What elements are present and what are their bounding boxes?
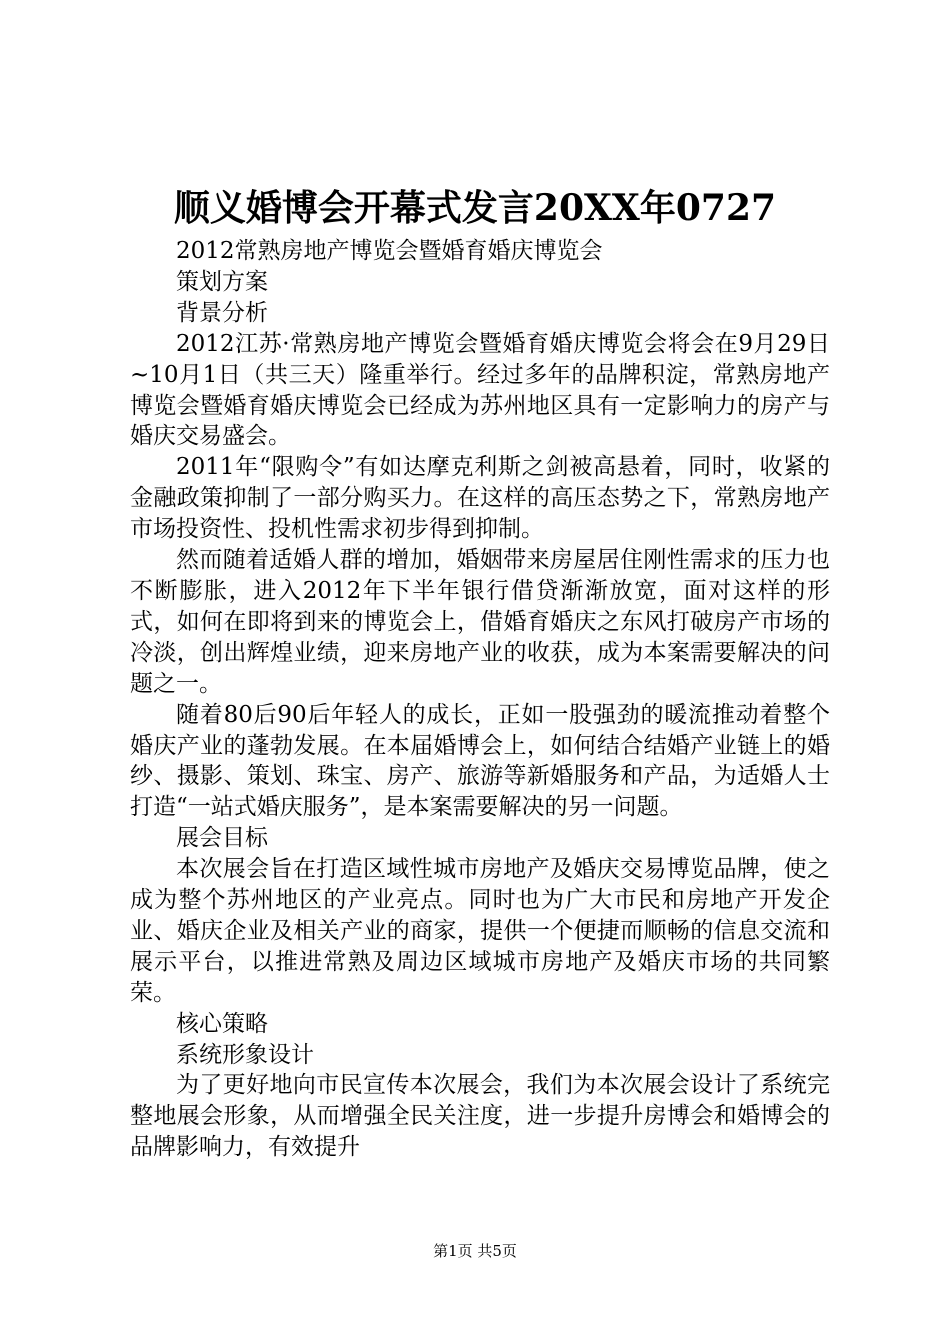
document-body <box>130 236 830 1163</box>
paragraph-plan-label: 策划方案 <box>176 268 268 295</box>
heading-exhibition-goal: 展会目标 <box>176 825 268 852</box>
paragraph-system-image-design: 为了更好地向市民宣传本次展会，我们为本次展会设计了系统完整地展会形象，从而增强全民关注度，进一步提升房博会和婚博会的品牌影响力，有效提升 <box>130 1072 830 1161</box>
heading-core-strategy: 核心策略 <box>176 1010 268 1037</box>
paragraph-exhibition-goal: 本次展会旨在打造区域性城市房地产及婚庆交易博览品牌，使之成为整个苏州地区的产业亮点。同时也为广大市民和房地产开发企业、婚庆企业及相关产业的商家，提供一个便捷而顺畅的信息交流和展示平台，以推进常熟及周边区域城市房地产及婚庆市场的共同繁荣。 <box>130 856 830 1006</box>
document-title: 顺义婚博会开幕式发言20XX年0727 <box>173 187 777 229</box>
paragraph-background-3: 然而随着适婚人群的增加，婚姻带来房屋居住刚性需求的压力也不断膨胀，进入2012年下半年银行借贷渐渐放宽，面对这样的形式，如何在即将到来的博览会上，借婚育婚庆之东风打破房产市场的冷淡，创出辉煌业绩，迎来房地产业的收获，成为本案需要解决的问题之一。 <box>130 547 830 697</box>
heading-system-image-design: 系统形象设计 <box>176 1041 314 1068</box>
paragraph-expo-name: 2012常熟房地产博览会暨婚育婚庆博览会 <box>176 238 603 264</box>
heading-background-analysis: 背景分析 <box>176 299 268 326</box>
paragraph-background-1: 2012江苏·常熟房地产博览会暨婚育婚庆博览会将会在9月29日~10月1日（共三天）隆重举行。经过多年的品牌积淀，常熟房地产博览会暨婚育婚庆博览会已经成为苏州地区具有一定影响力的房产与婚庆交易盛会。 <box>130 330 830 450</box>
paragraph-background-4: 随着80后90后年轻人的成长，正如一股强劲的暖流推动着整个婚庆产业的蓬勃发展。在本届婚博会上，如何结合结婚产业链上的婚纱、摄影、策划、珠宝、房产、旅游等新婚服务和产品，为适婚人士打造“一站式婚庆服务”，是本案需要解决的另一问题。 <box>130 701 830 821</box>
paragraph-background-2: 2011年“限购令”有如达摩克利斯之剑被高悬着，同时，收紧的金融政策抑制了一部分购买力。在这样的高压态势之下，常熟房地产市场投资性、投机性需求初步得到抑制。 <box>130 454 830 543</box>
page-number: 第1页 共5页 <box>433 1242 517 1260</box>
